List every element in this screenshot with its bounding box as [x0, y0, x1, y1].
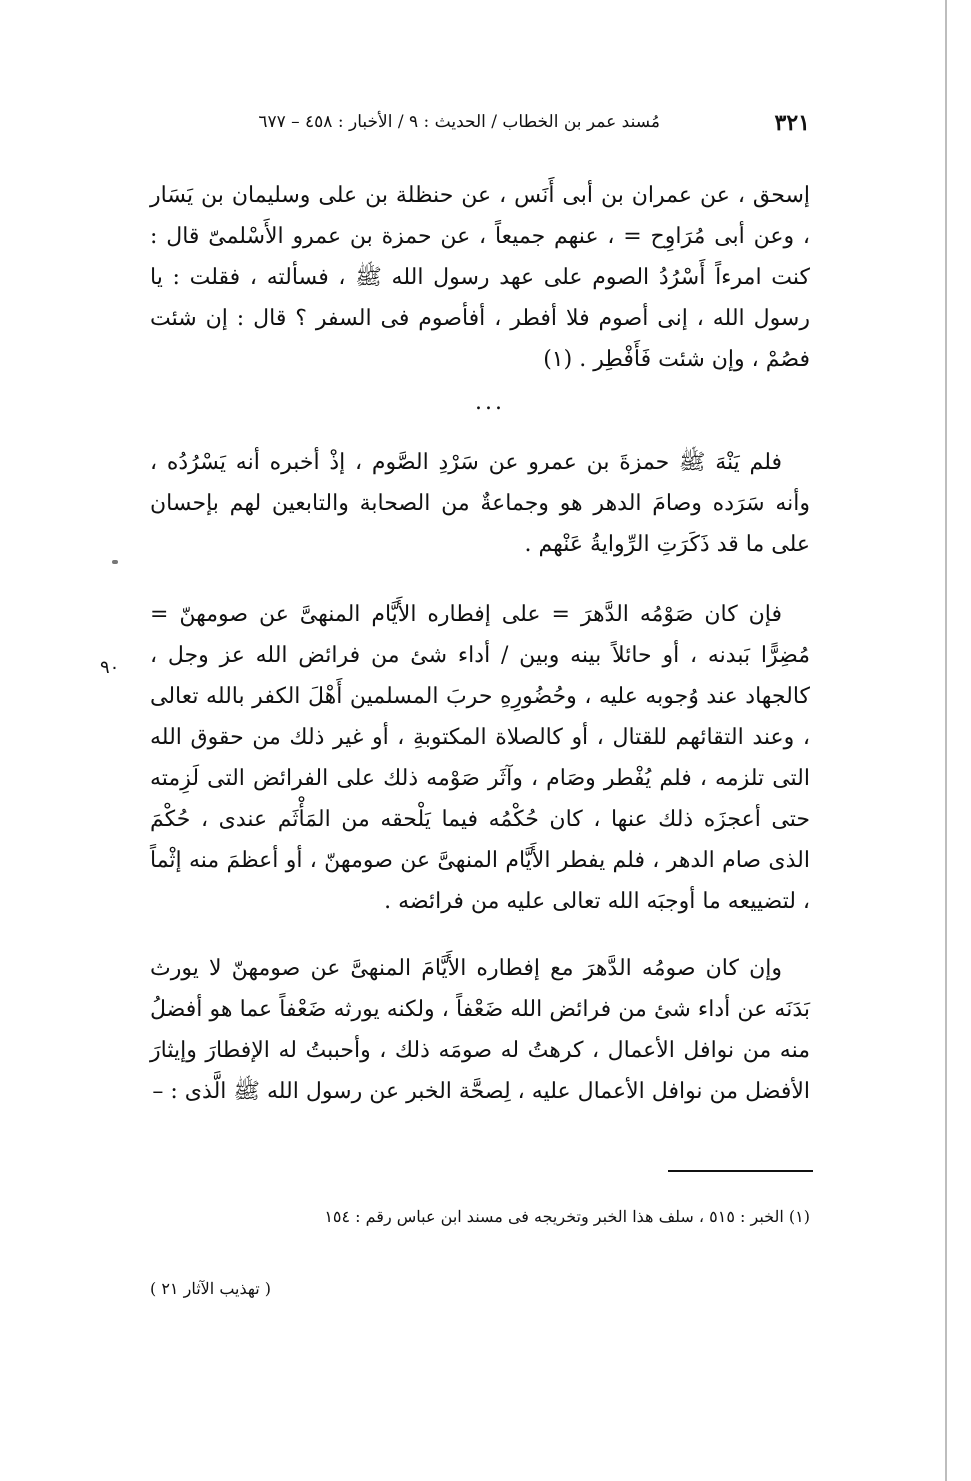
running-head: مُسند عمر بن الخطاب / الحديث : ٩ / الأخبار : ٤٥٨ – ٦٧٧: [258, 112, 660, 132]
page-edge-rule: [945, 0, 947, 1481]
pencil-mark: [112, 560, 118, 564]
footnote: (١) الخبر : ٥١٥ ، سلف هذا الخبر وتخريجه فى مسند ابن عباس رقم : ١٥٤: [324, 1207, 810, 1226]
page-number: ٣٢١: [774, 110, 810, 136]
page-header: [150, 112, 810, 152]
signature-mark: ( تهذيب الآثار ٢١ ): [150, 1279, 272, 1298]
paragraph-hadith-chain: إسحق ، عن عمران بن أبى أَنَس ، عن حنظلة بن على وسليمان بن يَسَار ، وعن أبى مُرَاوِح = ، عنهم جميعاً ، عن حمزة بن عمرو الأَسْلمىّ قال : كنت امرءاً أَسْرُدُ الصوم على عهد رسول الله ﷺ ، فسألته ، فقلت : يا رسول الله ، إنى أصوم فلا أفطر ، أفأصوم فى السفر ؟ قال : إن شئت فصُمْ ، وإن شئت فَأَفْطِر . (١): [150, 183, 810, 372]
section-separator: ...: [475, 390, 505, 415]
paragraph-commentary-1: فلم يَنْهَ ﷺ حمزةَ بن عمرو عن سَرْدِ الصَّوم ، إذْ أخبره أنه يَسْرُدُه ، وأنه سَرَده وصامَ الدهر هو وجماعةٌ من الصحابة والتابعين لهم بإحسان على ما قد ذَكَرَتِ الرِّوايةُ عَنْهم .: [150, 450, 810, 557]
paragraph-commentary-3: وإن كان صومُه الدَّهرَ مع إفطاره الأَيَّامَ المنهىَّ عن صومهنّ لا يورث بَدَنَه عن أداء شئ من فرائض الله ضَعْفاً ، ولكنه يورثه ضَعْفاً عما هو أفضلُ منه من نوافل الأعمال ، كرهتُ له صومَه ذلك ، وأحببتُ له الإفطارَ وإيثارَ الأفضل من نوافل الأعمال عليه ، لِصحَّة الخبر عن رسول الله ﷺ الَّذى : –: [150, 956, 810, 1104]
footnote-divider: [668, 1170, 813, 1172]
paragraph-commentary-2: فإن كان صَوْمُه الدَّهرَ = على إفطاره الأَيَّام المنهىَّ عن صومهنّ = مُضِرًّا بَبدنه ، أو حائلاً بينه وبين / أداء شئ من فرائض الله عز وجل ، كالجهاد عند وُجوبه عليه ، وحُضُورِهِ حربَ المسلمين أَهْلَ الكفر بالله تعالى ، وعند التقائهم للقتال ، أو كالصلاة المكتوبةِ ، أو غير ذلك من حقوق الله التى تلزمه ، فلم يُفْطر وصَام ، وآثَر صَوْمه ذلك على الفرائض التى لَزِمته حتى أعجزَه ذلك عنها ، كان حُكْمُه فيما يَلْحقه من المَأْثَم عندى ، حُكْمَ الذى صام الدهر ، فلم يفطر الأَيَّام المنهىَّ عن صومهنّ ، أو أعظمَ منه إثْماً ، لتضييعه ما أوجبَه الله تعالى عليه من فرائضه .: [150, 602, 810, 914]
margin-folio-marker: ٩٠: [100, 657, 120, 678]
